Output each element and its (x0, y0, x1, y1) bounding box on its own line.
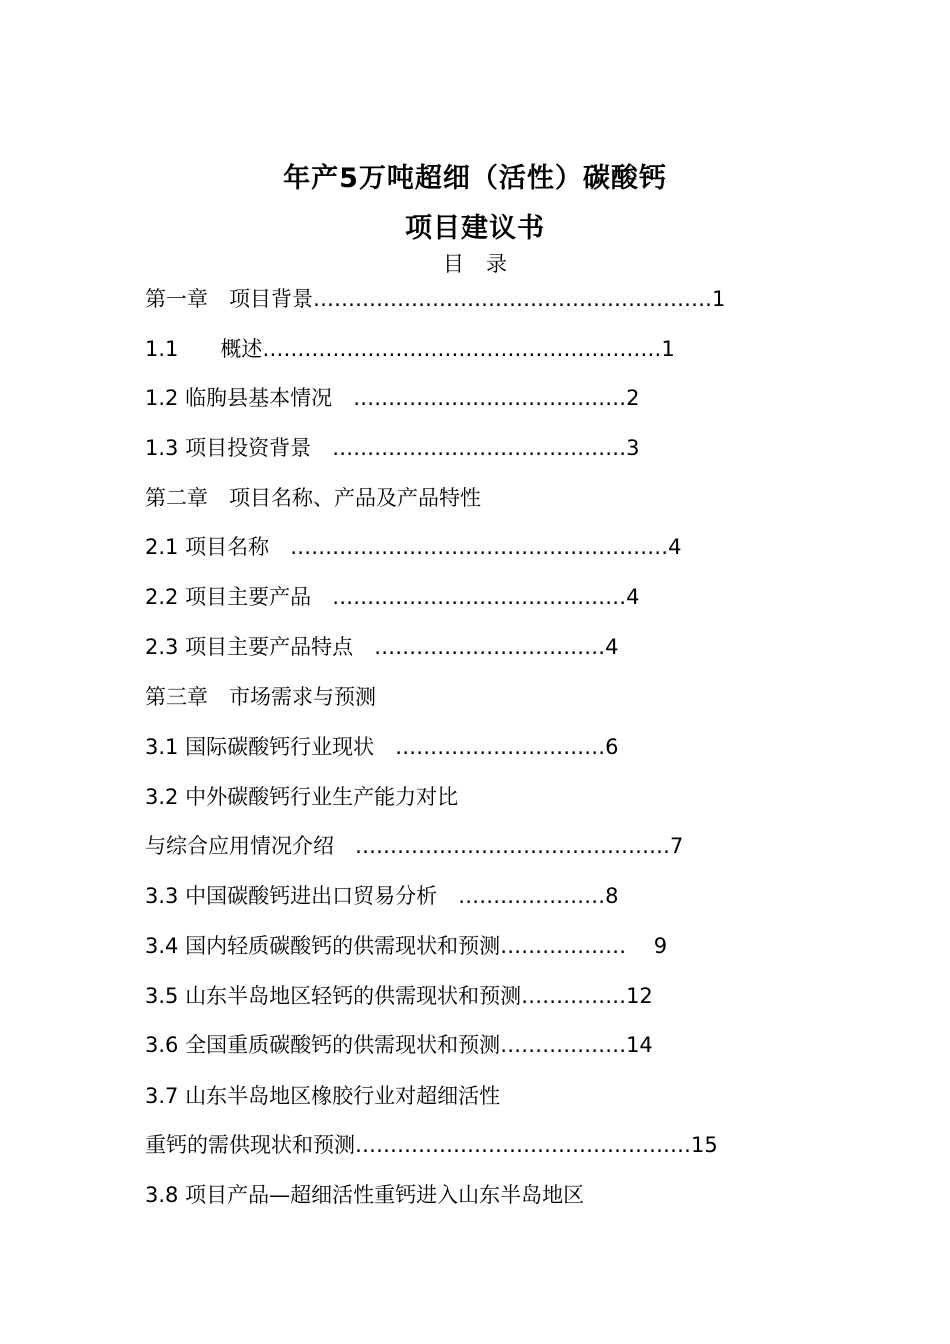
toc-entry: 3.4 国内轻质碳酸钙的供需现状和预测……………… 9 (145, 934, 668, 958)
toc-entry: 3.3 中国碳酸钙进出口贸易分析 …………………8 (145, 884, 619, 908)
toc-entry: 3.8 项目产品—超细活性重钙进入山东半岛地区 (145, 1183, 585, 1207)
toc-entry: 2.2 项目主要产品 ……………………………………4 (145, 585, 640, 609)
toc-entry: 第三章 市场需求与预测 (145, 685, 376, 709)
toc-entry: 2.1 项目名称 ………………………………………………4 (145, 535, 682, 559)
document-title-line-2: 项目建议书 (405, 213, 545, 244)
toc-entry: 3.1 国际碳酸钙行业现状 …………………………6 (145, 735, 619, 759)
toc-entry: 重钙的需供现状和预测…………………………………………15 (145, 1133, 718, 1157)
toc-entry: 1.2 临朐县基本情况 …………………………………2 (145, 386, 640, 410)
toc-entry: 3.2 中外碳酸钙行业生产能力对比 (145, 785, 459, 809)
toc-entry: 第一章 项目背景…………………………………………………1 (145, 287, 726, 311)
document-title-line-1: 年产5万吨超细（活性）碳酸钙 (283, 163, 667, 194)
toc-entry: 3.5 山东半岛地区轻钙的供需现状和预测……………12 (145, 984, 653, 1008)
toc-entry: 3.6 全国重质碳酸钙的供需现状和预测………………14 (145, 1033, 653, 1057)
toc-entry: 第二章 项目名称、产品及产品特性 (145, 486, 481, 510)
toc-heading: 目录 (443, 252, 529, 276)
toc-entry: 1.1 概述…………………………………………………1 (145, 337, 675, 361)
toc-entry: 与综合应用情况介绍 ………………………………………7 (145, 834, 684, 858)
toc-entry: 3.7 山东半岛地区橡胶行业对超细活性 (145, 1084, 501, 1108)
toc-entry: 2.3 项目主要产品特点 ……………………………4 (145, 635, 619, 659)
toc-entry: 1.3 项目投资背景 ……………………………………3 (145, 436, 640, 460)
